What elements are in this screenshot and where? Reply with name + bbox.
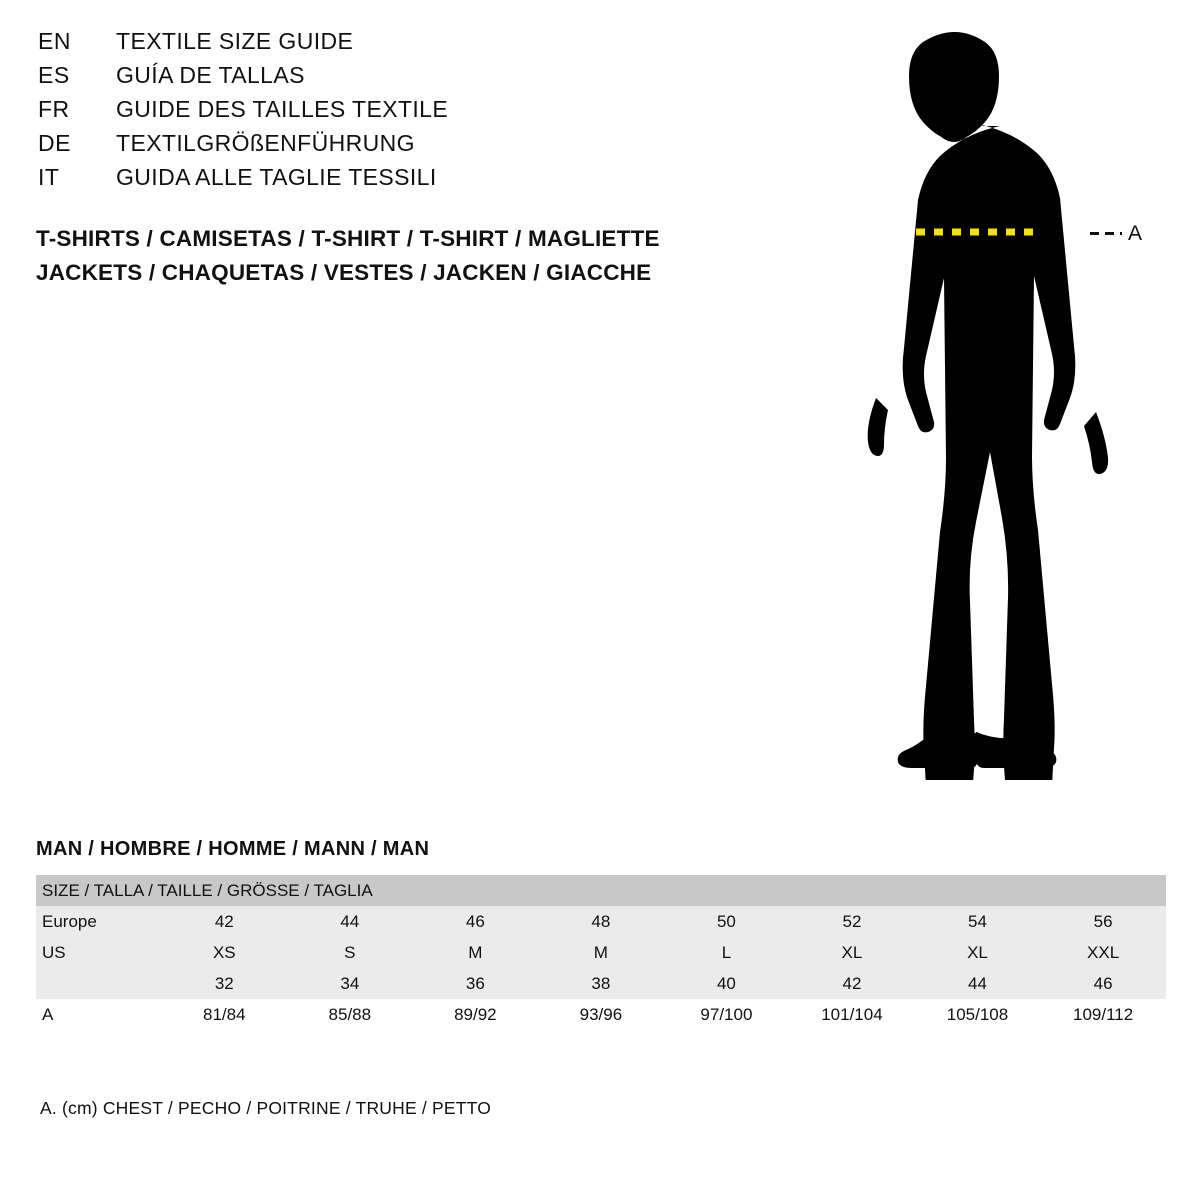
language-header-block: [38, 28, 758, 198]
cell-us-7: XL: [915, 937, 1041, 968]
size-table: [36, 875, 1166, 1030]
cell-us-1: XS: [162, 937, 288, 968]
cell-a-8: 109/112: [1040, 999, 1166, 1030]
measure-leader-line: [1090, 232, 1122, 235]
cell-europe-2: 44: [287, 906, 413, 937]
cell-num-7: 44: [915, 968, 1041, 999]
row-label-us: US: [36, 937, 162, 968]
cell-europe-8: 56: [1040, 906, 1166, 937]
row-label-europe: Europe: [36, 906, 162, 937]
row-label-numeric: [36, 968, 162, 999]
cell-num-3: 36: [413, 968, 539, 999]
cell-us-2: S: [287, 937, 413, 968]
language-text: GUÍA DE TALLAS: [116, 62, 305, 88]
table-title-man: MAN / HOMBRE / HOMME / MANN / MAN: [36, 838, 430, 860]
cell-num-8: 46: [1040, 968, 1166, 999]
cell-us-6: XL: [789, 937, 915, 968]
language-text: TEXTILE SIZE GUIDE: [116, 28, 354, 54]
table-row: [36, 968, 1166, 999]
cell-num-2: 34: [287, 968, 413, 999]
cell-a-2: 85/88: [287, 999, 413, 1030]
table-row: [36, 999, 1166, 1030]
language-row: [38, 96, 758, 130]
language-text: TEXTILGRÖßENFÜHRUNG: [116, 130, 415, 156]
cell-num-6: 42: [789, 968, 915, 999]
language-text: GUIDA ALLE TAGLIE TESSILI: [116, 164, 437, 190]
table-footnote: A. (cm) CHEST / PECHO / POITRINE / TRUHE / PETTO: [40, 1098, 492, 1118]
cell-us-5: L: [664, 937, 790, 968]
language-row: [38, 28, 758, 62]
language-row: [38, 130, 758, 164]
cell-europe-3: 46: [413, 906, 539, 937]
cell-europe-6: 52: [789, 906, 915, 937]
cell-num-1: 32: [162, 968, 288, 999]
row-label-a: A: [36, 999, 162, 1030]
cell-europe-4: 48: [538, 906, 664, 937]
language-code: DE: [38, 130, 71, 156]
cell-a-7: 105/108: [915, 999, 1041, 1030]
table-row: [36, 906, 1166, 937]
table-header-label: SIZE / TALLA / TAILLE / GRÖSSE / TAGLIA: [36, 875, 1166, 906]
male-body-silhouette: [820, 20, 1180, 780]
table-row: [36, 937, 1166, 968]
language-row: [38, 62, 758, 96]
cell-a-4: 93/96: [538, 999, 664, 1030]
garment-category-block: [36, 222, 796, 290]
size-table-section: [36, 838, 1166, 1030]
cell-a-5: 97/100: [664, 999, 790, 1030]
table-header-row: [36, 875, 1166, 906]
cell-num-4: 38: [538, 968, 664, 999]
cell-europe-1: 42: [162, 906, 288, 937]
cell-us-3: M: [413, 937, 539, 968]
cell-europe-5: 50: [664, 906, 790, 937]
cell-a-3: 89/92: [413, 999, 539, 1030]
cell-num-5: 40: [664, 968, 790, 999]
category-tshirts: T-SHIRTS / CAMISETAS / T-SHIRT / T-SHIRT / MAGLIETTE: [36, 226, 660, 251]
language-code: IT: [38, 164, 60, 190]
category-jackets: JACKETS / CHAQUETAS / VESTES / JACKEN / GIACCHE: [36, 260, 652, 285]
cell-a-6: 101/104: [789, 999, 915, 1030]
language-code: ES: [38, 62, 70, 88]
language-code: EN: [38, 28, 71, 54]
measure-label-a: A: [1128, 222, 1143, 245]
language-row: [38, 164, 758, 198]
cell-a-1: 81/84: [162, 999, 288, 1030]
language-text: GUIDE DES TAILLES TEXTILE: [116, 96, 449, 122]
cell-us-8: XXL: [1040, 937, 1166, 968]
language-code: FR: [38, 96, 70, 122]
cell-us-4: M: [538, 937, 664, 968]
cell-europe-7: 54: [915, 906, 1041, 937]
